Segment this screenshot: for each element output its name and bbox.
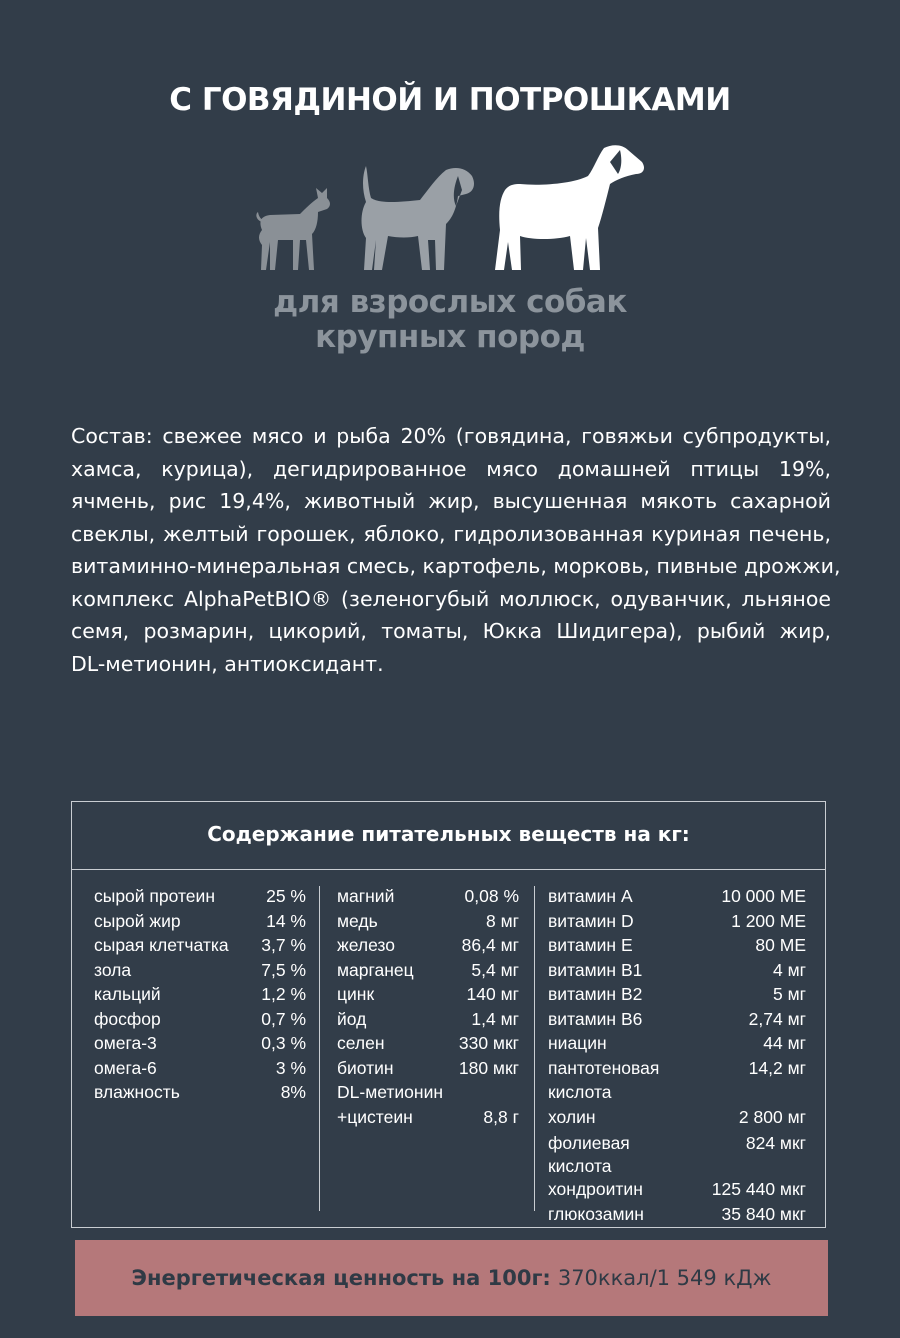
nutrient-row [548,1105,806,1130]
nutrient-row [94,958,306,983]
nutrient-row [548,1134,806,1152]
nutrient-row [337,958,519,983]
nutrient-value: 180 мкг [458,1057,519,1078]
nutrient-value: 25 % [266,886,306,906]
column-divider [319,886,320,1211]
nutrient-name: йод [337,1008,367,1029]
nutrient-row [548,1177,806,1202]
nutrient-name: витамин В1 [548,959,643,980]
nutrient-value: 8,8 г [483,1106,519,1127]
product-title: С ГОВЯДИНОЙ И ПОТРОШКАМИ [169,82,731,118]
nutrient-value: 0,08 % [464,886,519,906]
nutrient-row [548,1157,806,1175]
subtitle-line-1: для взрослых собак [273,284,627,320]
nutrient-row [94,1056,306,1081]
nutrient-value: 125 440 мкг [711,1179,806,1199]
medium-dog-silhouette-icon [362,166,475,270]
nutrient-value: 0,7 % [261,1008,306,1029]
nutrient-name: сырой протеин [94,886,215,906]
nutrient-name: влажность [94,1082,180,1102]
nutrient-name: DL-метионин [337,1082,444,1102]
nutrient-name: магний [337,886,395,906]
nutrient-value: 5,4 мг [471,959,519,980]
nutrient-row [337,909,519,934]
nutrient-name: омега-6 [94,1057,157,1078]
nutrient-value: 0,3 % [261,1033,306,1053]
nutrient-value: 7,5 % [261,959,306,980]
nutrient-name: витамин В6 [548,1008,643,1029]
nutrient-name: омега-3 [94,1033,157,1053]
nutrient-row [337,1031,519,1056]
nutrient-value: 10 000 МЕ [721,886,806,906]
nutrient-row [337,982,519,1007]
composition-line: семя, розмарин, цикорий, томаты, Юкка Шидигера), рыбий жир, [71,619,831,643]
nutrient-row [548,1056,806,1081]
large-dog-silhouette-icon [495,145,644,270]
nutrient-row [548,1202,806,1227]
target-audience-subtitle [0,285,900,355]
nutrient-row [94,982,306,1007]
dog-size-illustration [0,140,900,280]
nutrient-name: кислота [548,1082,612,1102]
nutrient-title-divider [72,869,825,870]
nutrient-row [337,1080,519,1105]
nutrient-name: медь [337,910,378,931]
nutrient-name: витамин А [548,886,633,906]
nutrient-value: 3,7 % [261,935,306,955]
nutrient-name: цинк [337,984,375,1004]
nutrient-value: 1,2 % [261,984,306,1004]
nutrient-row [548,909,806,934]
nutrient-name: витамин В2 [548,984,643,1004]
nutrient-row [94,909,306,934]
nutrient-name: пантотеновая [548,1057,660,1078]
nutrient-name: селен [337,1033,385,1053]
composition-line: витаминно-минеральная смесь, картофель, морковь, пивные дрожжи, [71,554,841,578]
nutrient-name: ниацин [548,1033,607,1053]
nutrient-row [548,933,806,958]
nutrient-name: витамин Е [548,935,633,955]
nutrient-value: 8 мг [485,910,519,931]
nutrient-column-macros [94,884,306,1105]
energy-label: Энергетическая ценность на 100г: [131,1266,551,1290]
nutrient-value: 86,4 мг [461,935,519,955]
nutrient-row [548,1080,806,1105]
nutrient-value: 3 % [275,1057,306,1078]
nutrient-row [94,1031,306,1056]
nutrient-row [94,933,306,958]
nutrient-row [548,884,806,909]
nutrient-value: 824 мкг [745,1133,806,1153]
composition-text [71,420,841,680]
nutrient-value: 35 840 мкг [721,1203,806,1224]
nutrient-table-title: Содержание питательных веществ на кг: [207,822,690,846]
nutrient-name: сырая клетчатка [94,935,229,955]
nutrient-row [94,884,306,909]
nutrient-name: кальций [94,984,161,1004]
nutrient-row [337,1007,519,1032]
nutrient-row [94,1080,306,1105]
nutrient-name: фолиевая [548,1133,630,1153]
nutrient-name: глюкозамин [548,1203,644,1224]
nutrient-column-minerals [337,884,519,1129]
nutrient-name: зола [94,959,132,980]
nutrient-value: 1,4 мг [471,1008,519,1029]
nutrient-name: +цистеин [337,1106,413,1127]
nutrient-value: 80 МЕ [755,935,806,955]
nutrient-row [548,1007,806,1032]
nutrient-name: кислота [548,1156,612,1176]
nutrient-column-vitamins [548,884,806,1226]
nutrient-value: 44 мг [763,1033,806,1053]
nutrient-value: 1 200 МЕ [731,910,806,931]
nutrient-table [71,801,826,1228]
energy-value: 370ккал/1 549 кДж [557,1266,772,1290]
nutrient-row [548,982,806,1007]
nutrient-value: 4 мг [772,959,806,980]
nutrient-value: 2 800 мг [738,1106,806,1127]
nutrient-name: биотин [337,1057,394,1078]
nutrient-row [94,1007,306,1032]
nutrient-name: хондроитин [548,1179,643,1199]
composition-line: хамса, курица), дегидрированное мясо домашней птицы 19%, [71,456,831,481]
nutrient-row [337,884,519,909]
nutrient-row [548,1031,806,1056]
energy-value-banner [75,1240,828,1316]
nutrient-name: сырой жир [94,910,181,931]
small-dog-silhouette-icon [256,188,330,270]
column-divider [534,886,535,1211]
composition-line: свеклы, желтый горошек, яблоко, гидролизованная куриная печень, [71,521,831,546]
nutrient-row [337,933,519,958]
nutrient-row [548,958,806,983]
composition-line: Состав: свежее мясо и рыба 20% (говядина, говяжьи субпродукты, [71,424,831,448]
nutrient-row [337,1105,519,1130]
nutrient-value: 8% [280,1082,306,1102]
nutrient-value: 140 мг [466,984,519,1004]
subtitle-line-2: крупных пород [315,319,585,355]
nutrient-name: железо [337,935,395,955]
nutrient-value: 14,2 мг [748,1057,806,1078]
composition-line: DL-метионин, антиоксидант. [71,651,384,676]
nutrient-name: фосфор [94,1008,161,1029]
nutrient-value: 330 мкг [458,1033,519,1053]
composition-line: комплекс AlphaPetBIO® (зеленогубый моллюск, одуванчик, льняное [71,586,831,611]
nutrient-name: витамин D [548,910,634,931]
nutrient-value: 2,74 мг [748,1008,806,1029]
nutrient-value: 5 мг [772,984,806,1004]
nutrient-value: 14 % [266,910,306,931]
nutrient-name: марганец [337,959,414,980]
nutrient-row [337,1056,519,1081]
composition-line: ячмень, рис 19,4%, животный жир, высушенная мякоть сахарной [71,489,831,513]
nutrient-name: холин [548,1106,596,1127]
